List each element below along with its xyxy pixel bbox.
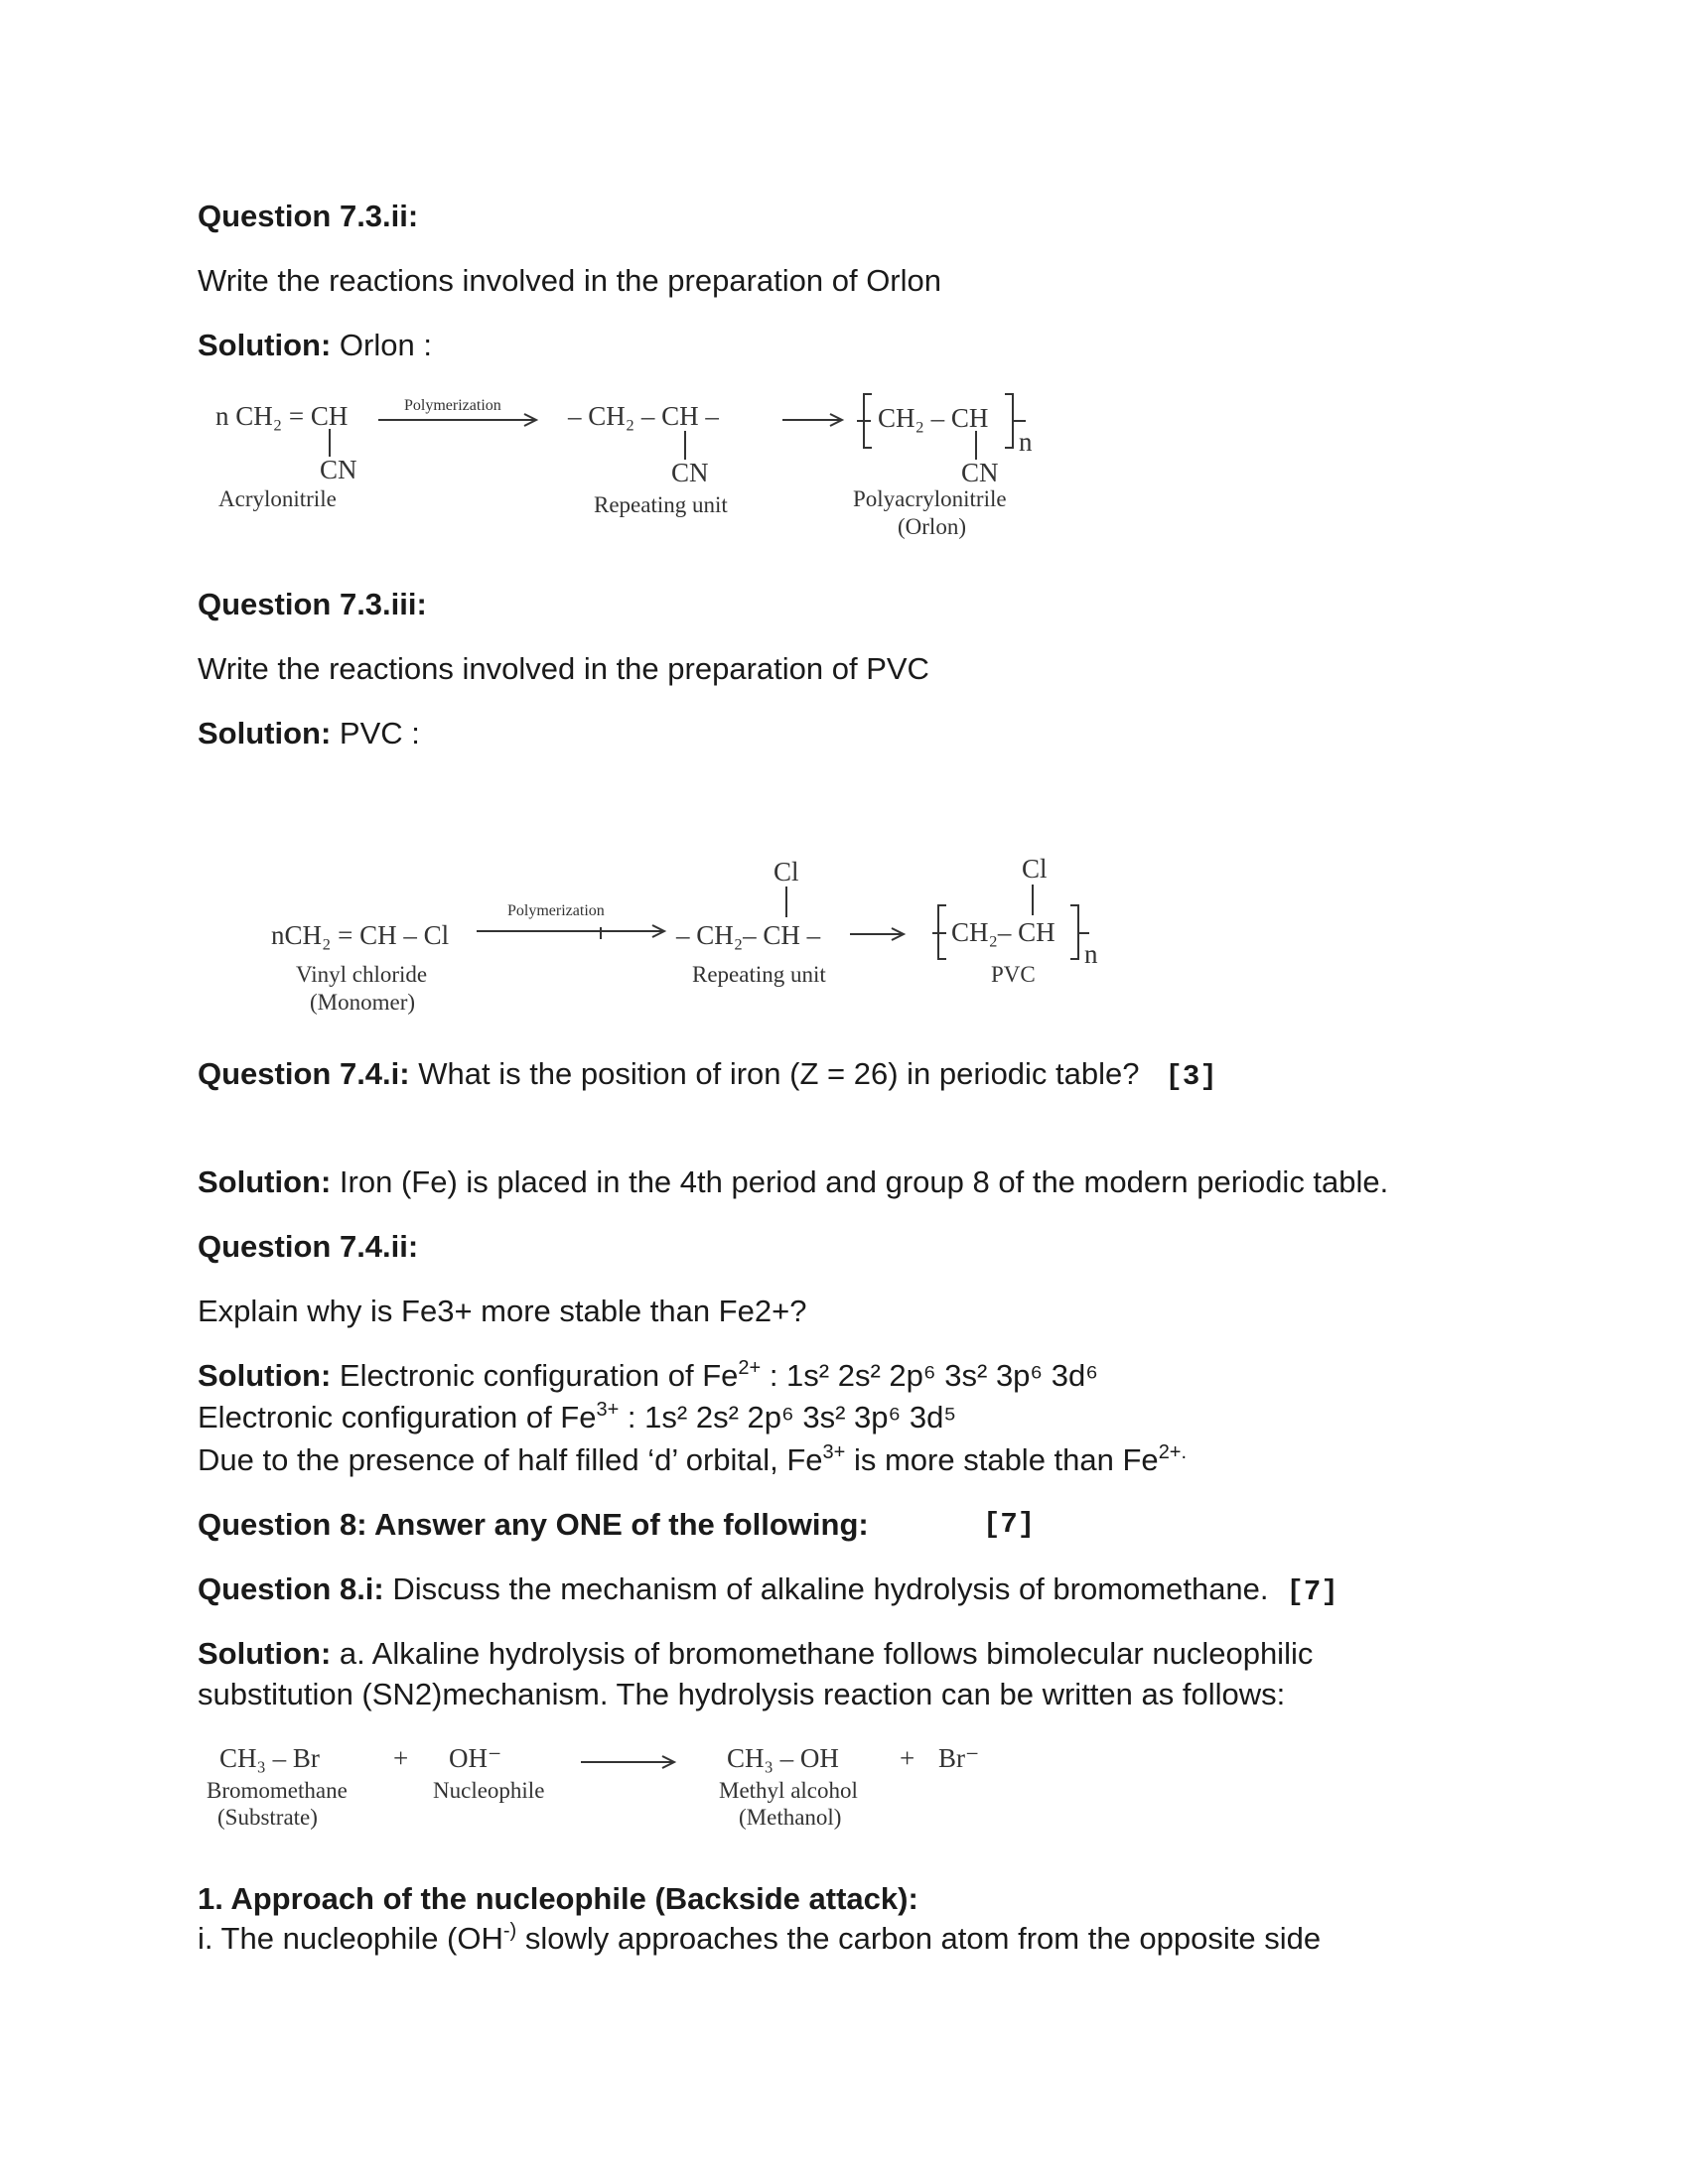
- question-text: Write the reactions involved in the preparation of PVC: [198, 651, 929, 686]
- solution-text: Orlon :: [331, 328, 432, 362]
- marks-badge: [7]: [1286, 1575, 1338, 1608]
- repeating-unit-cn: CN: [671, 458, 709, 487]
- pvc-label: PVC: [991, 962, 1036, 987]
- question-text: Discuss the mechanism of alkaline hydrolysis of bromomethane.: [383, 1571, 1269, 1606]
- vinyl-chloride-formula: nCH₂ = CH – Cl: [271, 920, 450, 950]
- ion-charge: 3+: [596, 1399, 620, 1421]
- polymer-subscript-n: n: [1019, 427, 1033, 457]
- solution-label: Solution:: [198, 1358, 332, 1393]
- pvc-cl: Cl: [1022, 854, 1048, 884]
- electron-config: : 1s² 2s² 2p⁶ 3s² 3p⁶ 3d⁵: [619, 1400, 957, 1434]
- question-heading: Question 8.i:: [198, 1571, 384, 1606]
- bromomethane-label: Bromomethane: [207, 1778, 348, 1803]
- plus-sign: +: [393, 1743, 409, 1773]
- substrate-label: (Substrate): [217, 1805, 318, 1830]
- solution-text: Iron (Fe) is placed in the 4th period and group 8 of the modern periodic table.: [331, 1164, 1389, 1199]
- question-heading: Question 7.4.i:: [198, 1056, 410, 1091]
- ion-charge: -): [502, 1920, 517, 1942]
- polymerization-label: Polymerization: [404, 397, 501, 414]
- methanol-formula: CH₃ – OH: [727, 1743, 839, 1773]
- methanol-label: (Methanol): [739, 1805, 842, 1830]
- polyacrylonitrile-formula: CH₂ – CH: [878, 403, 989, 433]
- solution-text: Due to the presence of half filled ‘d’ orbital, Fe: [198, 1442, 823, 1477]
- solution-label: Solution:: [198, 1636, 332, 1671]
- repeating-unit-formula: – CH₂ – CH –: [568, 401, 719, 431]
- acrylonitrile-cn: CN: [320, 455, 357, 484]
- question-heading: Question 8: Answer any ONE of the following:: [198, 1507, 869, 1542]
- step-heading: 1. Approach of the nucleophile (Backside attack):: [198, 1881, 918, 1916]
- question-heading: Question 7.3.ii:: [198, 199, 419, 233]
- polyacrylonitrile-label: Polyacrylonitrile: [853, 486, 1007, 511]
- marks-badge: [7]: [983, 1508, 1036, 1541]
- polymer-subscript-n: n: [1084, 939, 1098, 969]
- solution-label: Solution:: [198, 1164, 332, 1199]
- acrylonitrile-label: Acrylonitrile: [218, 486, 337, 511]
- plus-sign: +: [900, 1743, 915, 1773]
- polyacrylonitrile-cn: CN: [961, 458, 999, 487]
- solution-label: Solution:: [198, 716, 332, 751]
- question-text: Write the reactions involved in the preparation of Orlon: [198, 263, 941, 298]
- repeating-unit-label: Repeating unit: [692, 962, 826, 987]
- solution-label: Solution:: [198, 328, 332, 362]
- question-heading: Question 7.4.ii:: [198, 1229, 419, 1264]
- ion-charge: 3+: [822, 1441, 846, 1463]
- repeating-unit-formula: – CH₂– CH –: [676, 920, 821, 950]
- monomer-label: (Monomer): [310, 990, 416, 1015]
- config-prefix: Electronic configuration of Fe: [198, 1400, 597, 1434]
- repeating-unit-label: Repeating unit: [594, 492, 728, 517]
- pvc-formula: CH₂– CH: [951, 917, 1055, 947]
- step-text-prefix: i. The nucleophile (OH: [198, 1921, 503, 1956]
- solution-text: is more stable than Fe: [845, 1442, 1159, 1477]
- polymerization-label: Polymerization: [507, 902, 605, 919]
- acrylonitrile-formula: n CH₂ = CH: [215, 401, 349, 431]
- question-text: What is the position of iron (Z = 26) in periodic table?: [409, 1056, 1140, 1091]
- marks-badge: [3]: [1165, 1060, 1217, 1093]
- bromomethane-formula: CH₃ – Br: [219, 1743, 320, 1773]
- solution-line: substitution (SN2)mechanism. The hydrolysis reaction can be written as follows:: [198, 1677, 1286, 1711]
- vinyl-chloride-label: Vinyl chloride: [296, 962, 428, 987]
- question-heading: Question 7.3.iii:: [198, 587, 427, 621]
- bromide-formula: Br⁻: [938, 1743, 980, 1773]
- solution-text: a. Alkaline hydrolysis of bromomethane follows bimolecular nucleophilic: [331, 1636, 1314, 1671]
- config-prefix: Electronic configuration of Fe: [331, 1358, 739, 1393]
- hydroxide-formula: OH⁻: [449, 1743, 502, 1773]
- question-text: Explain why is Fe3+ more stable than Fe2+?: [198, 1294, 807, 1328]
- ion-charge: 2+: [738, 1357, 762, 1379]
- repeating-unit-cl: Cl: [774, 857, 799, 887]
- nucleophile-label: Nucleophile: [433, 1778, 545, 1803]
- ion-charge: 2+.: [1158, 1441, 1188, 1463]
- orlon-label: (Orlon): [898, 514, 966, 539]
- step-text: [198, 1920, 1321, 1958]
- methyl-alcohol-label: Methyl alcohol: [719, 1778, 858, 1803]
- step-text-rest: slowly approaches the carbon atom from the opposite side: [516, 1921, 1322, 1956]
- solution-text: PVC :: [331, 716, 420, 751]
- electron-config: : 1s² 2s² 2p⁶ 3s² 3p⁶ 3d⁶: [761, 1358, 1099, 1393]
